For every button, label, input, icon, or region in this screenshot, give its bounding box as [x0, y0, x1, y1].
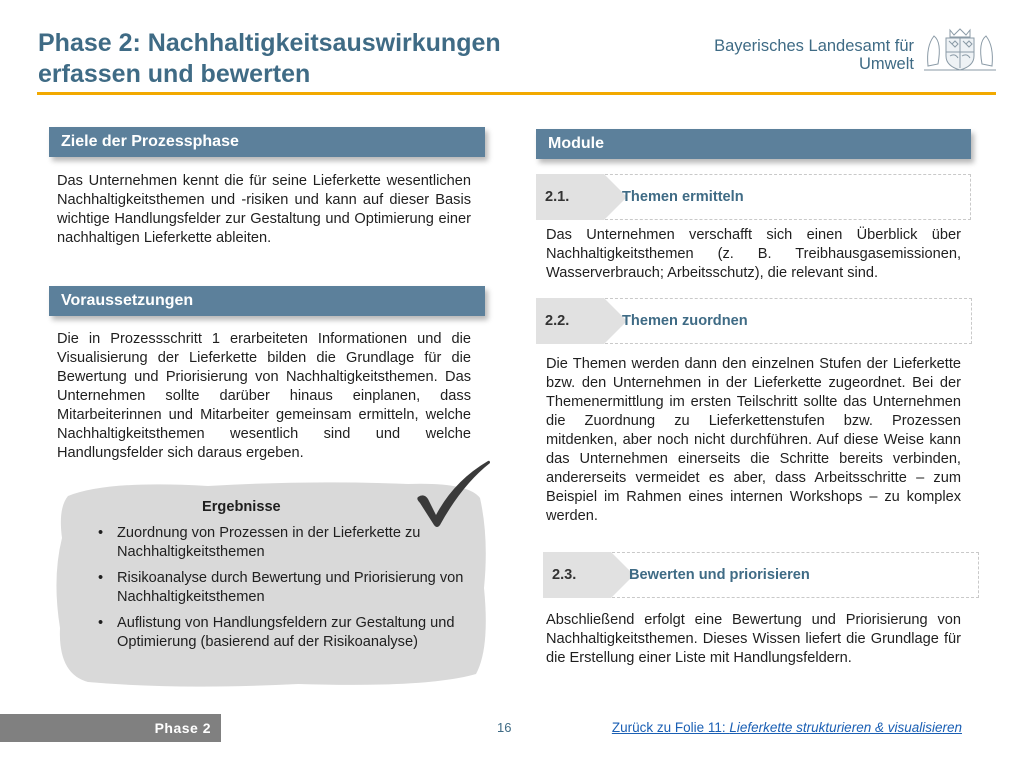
bullet: •	[98, 525, 104, 541]
bullet: •	[98, 570, 104, 586]
module-2-3-header	[543, 552, 979, 598]
title-divider	[37, 92, 996, 95]
results-item-text: Auflistung von Handlungsfeldern zur Gestaltung und Optimierung (basierend auf der Risikoanalyse)	[117, 615, 455, 650]
modules-section-header	[536, 129, 971, 159]
goals-text: Das Unternehmen kennt die für seine Lieferkette wesentlichen Nachhaltigkeitsthemen und -risiken und kann auf dieser Basis wichtige Handlungsfelder zur Gestaltung und Optimierung einer nachhaltigen Lieferkette ableiten.	[57, 173, 471, 246]
goals-heading: Ziele der Prozessphase	[61, 133, 239, 150]
page-number: 16	[497, 720, 512, 735]
organization-name-line-2: Umwelt	[858, 55, 914, 73]
module-2-3-text: Abschließend erfolgt eine Bewertung und Priorisierung von Nachhaltigkeitsthemen. Dieses Wissen liefert die Grundlage für die Erstellung einer Liste mit Handlungsfeldern.	[546, 612, 961, 666]
back-link-target: Lieferkette strukturieren & visualisieren	[729, 720, 962, 735]
results-item-text: Risikoanalyse durch Bewertung und Priorisierung von Nachhaltigkeitsthemen	[117, 570, 464, 605]
module-number: 2.3.	[552, 567, 577, 583]
goals-section-header	[49, 127, 485, 157]
module-title: Themen ermitteln	[622, 189, 744, 205]
organization-name-line-1: Bayerisches Landesamt für	[714, 37, 914, 55]
organization-name	[714, 37, 914, 73]
module-2-2-header	[536, 298, 972, 344]
prerequisites-heading: Voraussetzungen	[61, 292, 194, 309]
slide-title-line-2: erfassen und bewerten	[38, 60, 311, 88]
modules-heading: Module	[548, 135, 604, 152]
module-title: Bewerten und priorisieren	[629, 567, 810, 583]
bullet: •	[98, 615, 104, 631]
results-item-text: Zuordnung von Prozessen in der Lieferkette zu Nachhaltigkeitsthemen	[117, 525, 421, 560]
module-number: 2.2.	[545, 313, 570, 329]
module-number: 2.1.	[545, 189, 570, 205]
results-list	[88, 524, 473, 659]
results-item	[88, 569, 473, 607]
module-2-1-text: Das Unternehmen verschafft sich einen Überblick über Nachhaltigkeitsthemen (z. B. Treibhausgasemissionen, Wasserverbrauch; Arbeitsschutz), die relevant sind.	[546, 227, 961, 281]
prerequisites-text: Die in Prozessschritt 1 erarbeiteten Informationen und die Visualisierung der Lieferkette bilden die Grundlage für die Bewertung und Priorisierung von Nachhaltigkeitsthemen. Das Unternehmen sollte darüber hinaus einplanen, dass Mitarbeiterinnen und Mitarbeiter gemeinsam ermitteln, welche Nachhaltigkeitsthemen wesentlich sind und welche Handlungsfelder sich daraus ergeben.	[57, 331, 471, 461]
slide-title	[38, 28, 658, 90]
results-item	[88, 614, 473, 652]
module-title: Themen zuordnen	[622, 313, 748, 329]
results-item	[88, 524, 473, 562]
prerequisites-section-header	[49, 286, 485, 316]
phase-label-bar	[0, 714, 221, 742]
module-2-1-header	[536, 174, 971, 220]
module-2-2-text: Die Themen werden dann den einzelnen Stufen der Lieferkette bzw. den Unternehmen in der Lieferkette zugeordnet. Bei der Themenermittlung im ersten Teilschritt sollte das Unternehmen die Zuordnung zu Lieferkettenstufen bzw. Prozessen mitdenken, aber noch nicht durchführen. Auf diese Weise kann das Unternehmen einerseits die Schritte bereits verbinden, andererseits vermeidet es aber, dass Arbeitsschritte – zum Beispiel im Rahmen eines internen Workshops – zu komplex werden.	[546, 356, 961, 524]
back-to-slide-11-link[interactable]	[612, 720, 962, 735]
results-heading: Ergebnisse	[202, 499, 281, 515]
checkmark-icon	[412, 459, 494, 529]
bavarian-coat-of-arms-icon	[922, 26, 998, 72]
slide-title-line-1: Phase 2: Nachhaltigkeitsauswirkungen	[38, 29, 501, 57]
phase-label: Phase 2	[154, 720, 211, 736]
back-link-prefix: Zurück zu Folie 11:	[611, 720, 730, 735]
